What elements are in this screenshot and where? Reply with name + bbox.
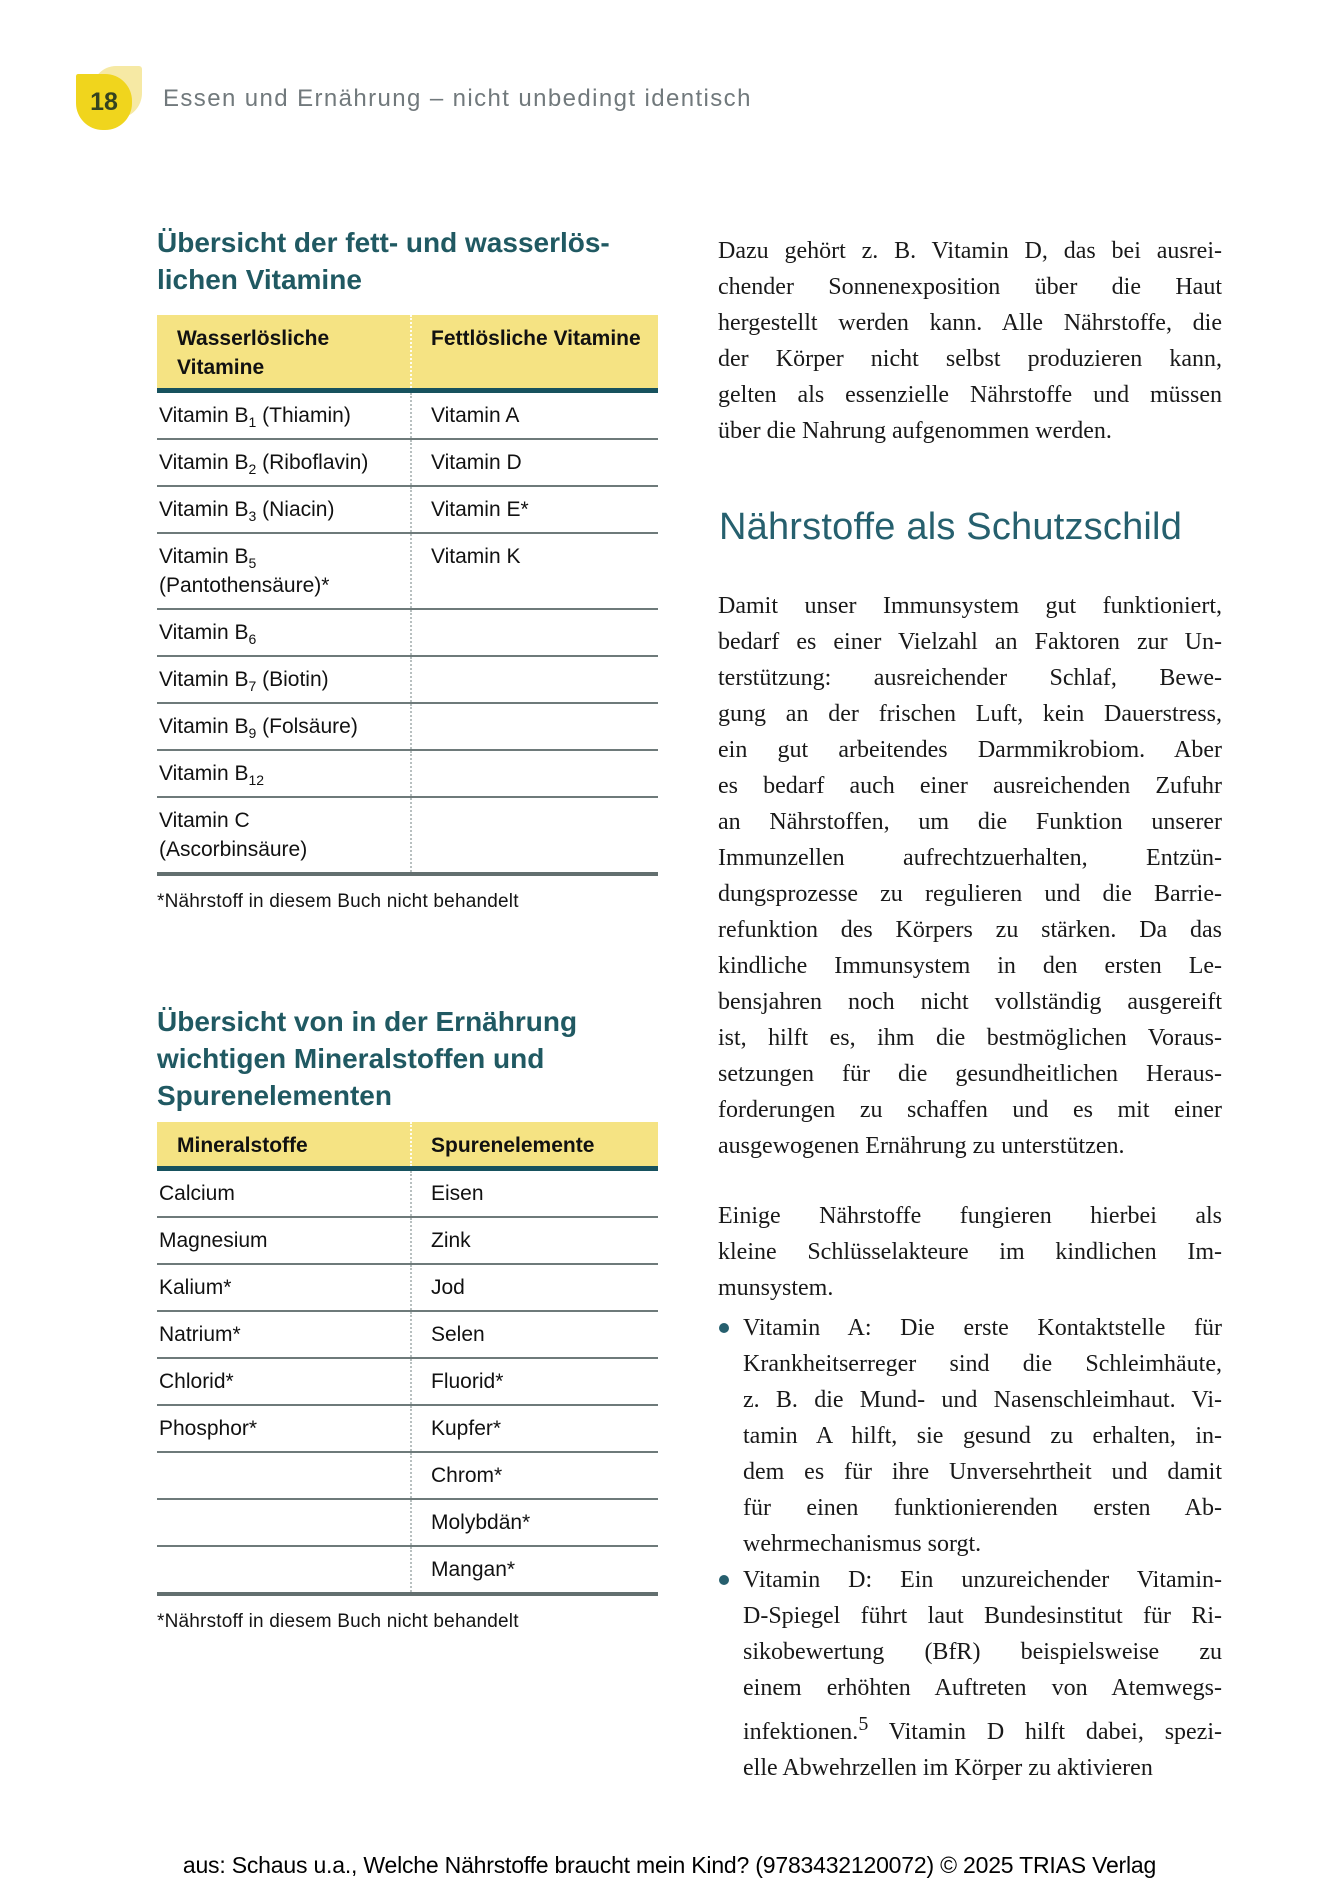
text-line: dungsprozesse zu regulieren und die Barrie- xyxy=(718,881,1222,907)
table-cell: Phosphor* xyxy=(159,1417,258,1440)
text-line: kindliche Immunsystem in den ersten Le- xyxy=(718,953,1222,979)
text-line: ist, hilft es, ihm die bestmöglichen Voraus- xyxy=(718,1025,1222,1051)
table-cell xyxy=(410,704,658,749)
text-line: lichen Vitamine xyxy=(157,264,362,295)
table-cell: Vitamin A xyxy=(410,393,658,438)
table-cell: Vitamin D xyxy=(410,440,658,485)
table-row xyxy=(157,393,658,440)
table-row xyxy=(157,798,658,876)
text-line: sikobewertung (BfR) beispielsweise zu xyxy=(743,1639,1222,1665)
table-row xyxy=(157,1359,658,1406)
table-row xyxy=(157,1171,658,1218)
table-cell: Kupfer* xyxy=(410,1406,658,1451)
text-line: Übersicht der fett- und wasserlös- xyxy=(157,227,610,258)
text-line: terstützung: ausreichender Schlaf, Bewe- xyxy=(718,665,1222,691)
text-line: Krankheitserreger sind die Schleimhäute, xyxy=(743,1351,1222,1377)
table-row xyxy=(157,704,658,751)
text-line: chender Sonnenexposition über die Haut xyxy=(718,274,1222,300)
vitamin-table-section xyxy=(157,315,658,913)
table-row xyxy=(157,487,658,534)
text-line: kleine Schlüsselakteure im kindlichen Im- xyxy=(718,1239,1222,1265)
body-paragraph-2 xyxy=(718,588,1222,1164)
text-line: Spurenelementen xyxy=(157,1080,392,1111)
text-line: Dazu gehört z. B. Vitamin D, das bei ausrei- xyxy=(718,238,1222,264)
table-cell: Vitamin $B_1$ (Thiamin) xyxy=(159,404,351,430)
table-cell xyxy=(410,751,658,796)
table-cell: Vitamin $B_2$ (Riboflavin) xyxy=(159,451,369,477)
text-line: Vitamin D: Ein unzureichender Vitamin- xyxy=(743,1567,1222,1593)
text-line: tamin A hilft, sie gesund zu erhalten, in- xyxy=(743,1423,1222,1449)
text-line: elle Abwehrzellen im Körper zu aktivieren xyxy=(743,1755,1153,1781)
table-row xyxy=(157,1453,658,1500)
text-line: ein gut arbeitendes Darmmikrobiom. Aber xyxy=(718,737,1222,763)
table-cell: Kalium* xyxy=(159,1276,232,1299)
text-line: Einige Nährstoffe fungieren hierbei als xyxy=(718,1203,1222,1229)
text-line: einem erhöhten Auftreten von Atemwegs- xyxy=(743,1675,1222,1701)
nutrient-bullet-list xyxy=(718,1310,1222,1786)
table-row xyxy=(157,1218,658,1265)
body-paragraph-3 xyxy=(718,1198,1222,1306)
table-header-cell: Mineralstoffe xyxy=(177,1134,308,1157)
table-cell: Mangan* xyxy=(410,1547,658,1592)
text-line: Immunzellen aufrechtzuerhalten, Entzün- xyxy=(718,845,1222,871)
vitamin-overview-heading xyxy=(157,224,610,298)
bullet-item xyxy=(718,1310,1222,1562)
text-line: munsystem. xyxy=(718,1275,834,1301)
table-cell: Vitamin $B_9$ (Folsäure) xyxy=(159,715,358,741)
text-line: hergestellt werden kann. Alle Nährstoffe, die xyxy=(718,310,1222,336)
table-cell xyxy=(410,657,658,702)
text-line: z. B. die Mund- und Nasenschleimhaut. Vi- xyxy=(743,1387,1222,1413)
table-cell: Zink xyxy=(410,1218,658,1263)
table-cell: Chlorid* xyxy=(159,1370,234,1393)
text-line: wehrmechanismus sorgt. xyxy=(743,1531,982,1557)
bullet-item xyxy=(718,1562,1222,1786)
table-cell: Vitamin $B_7$ (Biotin) xyxy=(159,668,329,694)
mineral-table xyxy=(157,1122,658,1596)
table-row xyxy=(157,440,658,487)
table-row xyxy=(157,1547,658,1596)
table-row xyxy=(157,534,658,610)
table-row xyxy=(157,610,658,657)
table-cell xyxy=(410,610,658,655)
text-line: Übersicht von in der Ernährung xyxy=(157,1006,578,1037)
table-cell xyxy=(410,798,658,872)
table-cell: Vitamin $B_5$ (Pantothensäure)* xyxy=(159,545,330,597)
table-cell: Magnesium xyxy=(159,1229,268,1252)
running-header: Essen und Ernährung – nicht unbedingt identisch xyxy=(163,85,752,112)
mineral-overview-heading xyxy=(157,1003,577,1114)
text-line: D-Spiegel führt laut Bundesinstitut für Ri- xyxy=(743,1603,1222,1629)
page-number: 18 xyxy=(76,74,132,130)
page-number-badge xyxy=(76,66,144,136)
text-line: der Körper nicht selbst produzieren kann, xyxy=(718,346,1222,372)
text-line: setzungen für die gesundheitlichen Heraus- xyxy=(718,1061,1222,1087)
table-header-row xyxy=(157,1122,658,1171)
text-line: gung an der frischen Luft, kein Dauerstress, xyxy=(718,701,1222,727)
table-row xyxy=(157,657,658,704)
vitamin-table xyxy=(157,315,658,876)
mineral-table-footnote: *Nährstoff in diesem Buch nicht behandelt xyxy=(157,1611,519,1632)
table-row xyxy=(157,1500,658,1547)
table-cell xyxy=(157,1500,410,1545)
vitamin-table-footnote: *Nährstoff in diesem Buch nicht behandelt xyxy=(157,891,519,912)
text-line: Damit unser Immunsystem gut funktioniert, xyxy=(718,593,1222,619)
text-line: wichtigen Mineralstoffen und xyxy=(157,1043,545,1074)
text-line: über die Nahrung aufgenommen werden. xyxy=(718,418,1112,444)
table-header-cell: Fettlösliche Vitamine xyxy=(410,315,658,388)
table-cell: Chrom* xyxy=(410,1453,658,1498)
text-line: forderungen zu schaffen und es mit einer xyxy=(718,1097,1222,1123)
table-cell: Calcium xyxy=(159,1182,235,1205)
table-cell: Molybdän* xyxy=(410,1500,658,1545)
table-row xyxy=(157,751,658,798)
table-cell: Selen xyxy=(410,1312,658,1357)
table-header-cell: Spurenelemente xyxy=(410,1122,658,1166)
table-cell: Vitamin K xyxy=(410,534,658,608)
section-heading-schutzschild: Nährstoffe als Schutzschild xyxy=(719,506,1183,548)
table-cell: Eisen xyxy=(410,1171,658,1216)
table-cell xyxy=(157,1453,410,1498)
body-paragraph-1 xyxy=(718,233,1222,449)
table-cell: Jod xyxy=(410,1265,658,1310)
text-line: bedarf es einer Vielzahl an Faktoren zur Un- xyxy=(718,629,1222,655)
table-cell: Vitamin $B_{12}$ xyxy=(159,762,265,788)
table-cell: Fluorid* xyxy=(410,1359,658,1404)
page-footer: aus: Schaus u.a., Welche Nährstoffe braucht mein Kind? (9783432120072) © 2025 TRIAS Verlag xyxy=(182,1852,1157,1878)
text-line: refunktion des Körpers zu stärken. Da das xyxy=(718,917,1222,943)
table-row xyxy=(157,1265,658,1312)
bullet-dot-icon xyxy=(719,1323,729,1333)
text-line: es bedarf auch einer ausreichenden Zufuhr xyxy=(718,773,1222,799)
bullet-dot-icon xyxy=(719,1575,729,1585)
text-line: bensjahren noch nicht vollständig ausgereift xyxy=(718,989,1222,1015)
text-line: Vitamin A: Die erste Kontaktstelle für xyxy=(743,1315,1222,1341)
text-line: gelten als essenzielle Nährstoffe und müssen xyxy=(718,382,1222,408)
table-header-cell: Wasserlösliche Vitamine xyxy=(177,327,330,379)
text-line: für einen funktionierenden ersten Ab- xyxy=(743,1495,1222,1521)
text-line: an Nährstoffen, um die Funktion unserer xyxy=(718,809,1222,835)
table-row xyxy=(157,1312,658,1359)
table-header-row xyxy=(157,315,658,393)
text-line: infektionen.$^5$ Vitamin D hilft dabei, spezi- xyxy=(743,1713,1222,1745)
table-row xyxy=(157,1406,658,1453)
text-line: dem es für ihre Unversehrtheit und damit xyxy=(743,1459,1222,1485)
table-cell: Vitamin $B_6$ xyxy=(159,621,257,647)
text-line: ausgewogenen Ernährung zu unterstützen. xyxy=(718,1133,1125,1159)
table-cell xyxy=(157,1547,410,1592)
table-cell: Vitamin C (Ascorbinsäure) xyxy=(159,809,308,861)
table-cell: Vitamin $B_3$ (Niacin) xyxy=(159,498,335,524)
table-cell: Natrium* xyxy=(159,1323,241,1346)
table-cell: Vitamin E* xyxy=(410,487,658,532)
mineral-table-section xyxy=(157,1122,658,1633)
